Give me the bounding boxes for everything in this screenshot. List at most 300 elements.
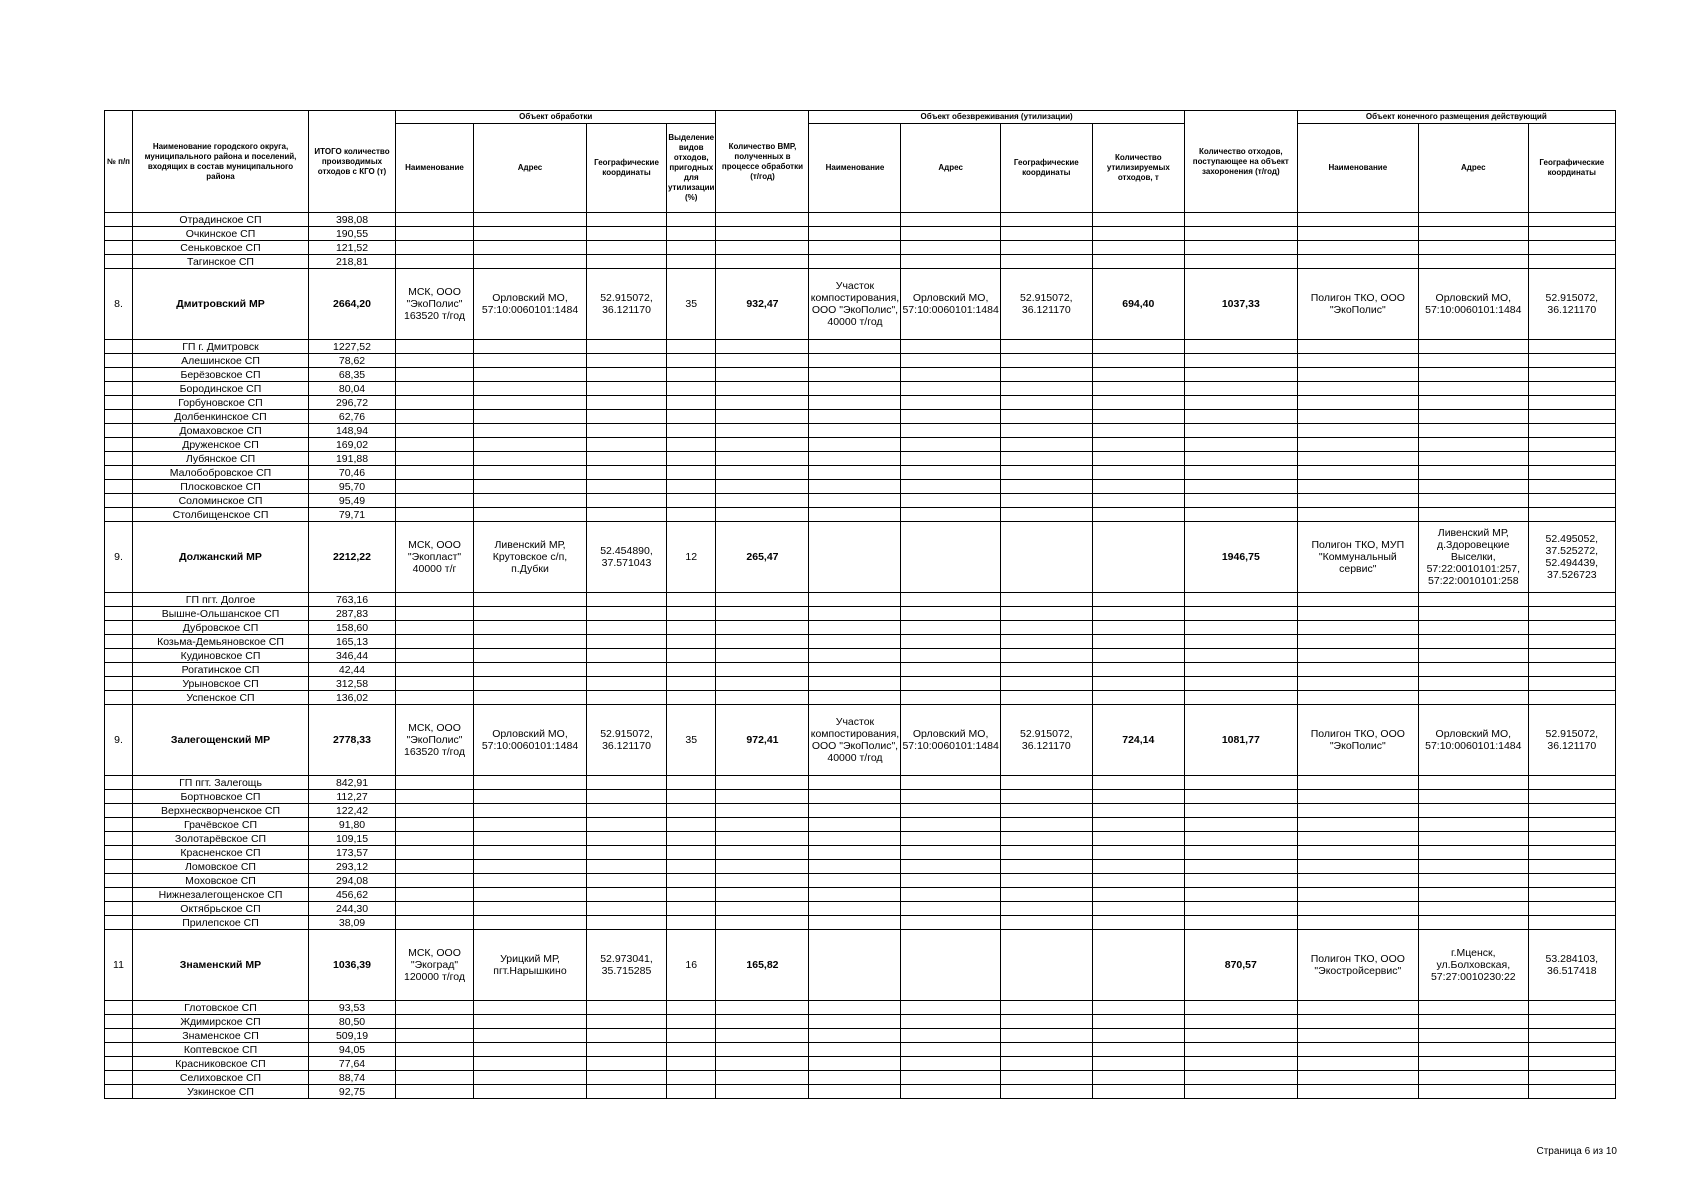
empty-cell (1528, 1085, 1615, 1099)
empty-cell (809, 354, 901, 368)
empty-cell (1092, 888, 1184, 902)
settlement-name: Вышне-Ольшанское СП (133, 607, 309, 621)
settlement-total: 38,09 (309, 916, 396, 930)
empty-cell (667, 213, 716, 227)
processing-percent: 35 (667, 269, 716, 340)
no-cell (105, 494, 133, 508)
empty-cell (1184, 1071, 1297, 1085)
settlement-total: 77,64 (309, 1057, 396, 1071)
empty-cell (1000, 649, 1092, 663)
empty-cell (809, 1071, 901, 1085)
processing-name: МСК, ООО "Экопласт" 40000 т/г (396, 522, 474, 593)
empty-cell (474, 888, 587, 902)
empty-cell (716, 691, 809, 705)
empty-cell (1297, 438, 1418, 452)
header-neut-geo: Географические координаты (1000, 124, 1092, 213)
empty-cell (667, 508, 716, 522)
settlement-row (105, 452, 1616, 466)
header-proc-name: Наименование (396, 124, 474, 213)
empty-cell (1092, 677, 1184, 691)
header-group-processing: Объект обработки (396, 111, 716, 124)
no-cell (105, 846, 133, 860)
empty-cell (809, 874, 901, 888)
empty-cell (587, 382, 667, 396)
empty-cell (396, 649, 474, 663)
no-cell (105, 649, 133, 663)
empty-cell (1297, 1015, 1418, 1029)
empty-cell (587, 424, 667, 438)
empty-cell (1297, 621, 1418, 635)
empty-cell (901, 255, 1000, 269)
empty-cell (1297, 888, 1418, 902)
processing-coordinates: 52.915072, 36.121170 (587, 705, 667, 776)
empty-cell (716, 227, 809, 241)
settlement-total: 122,42 (309, 804, 396, 818)
empty-cell (1092, 818, 1184, 832)
empty-cell (1092, 846, 1184, 860)
empty-cell (474, 480, 587, 494)
no-cell (105, 1029, 133, 1043)
settlement-name: Соломинское СП (133, 494, 309, 508)
empty-cell (667, 241, 716, 255)
settlement-total: 121,52 (309, 241, 396, 255)
settlement-total: 190,55 (309, 227, 396, 241)
settlement-name: Кудиновское СП (133, 649, 309, 663)
settlement-total: 93,53 (309, 1001, 396, 1015)
empty-cell (1092, 1071, 1184, 1085)
processing-address: Ливенский МР, Крутовское с/п, п.Дубки (474, 522, 587, 593)
empty-cell (1528, 368, 1615, 382)
empty-cell (587, 888, 667, 902)
empty-cell (587, 649, 667, 663)
disposal-name: Полигон ТКО, МУП "Коммунальный сервис" (1297, 522, 1418, 593)
empty-cell (667, 818, 716, 832)
settlement-name: ГП пгт. Залегощь (133, 776, 309, 790)
empty-cell (474, 790, 587, 804)
empty-cell (474, 1071, 587, 1085)
empty-cell (1092, 396, 1184, 410)
empty-cell (901, 396, 1000, 410)
empty-cell (396, 213, 474, 227)
empty-cell (474, 255, 587, 269)
processing-address: Урицкий МР, пгт.Нарышкино (474, 930, 587, 1001)
empty-cell (1092, 354, 1184, 368)
page-number: Страница 6 из 10 (1536, 1146, 1617, 1157)
empty-cell (901, 1085, 1000, 1099)
disposal-coordinates: 52.495052, 37.525272, 52.494439, 37.526723 (1528, 522, 1615, 593)
empty-cell (1092, 424, 1184, 438)
empty-cell (1000, 874, 1092, 888)
empty-cell (809, 466, 901, 480)
empty-cell (474, 354, 587, 368)
empty-cell (1528, 424, 1615, 438)
empty-cell (1184, 902, 1297, 916)
empty-cell (716, 677, 809, 691)
empty-cell (809, 635, 901, 649)
settlement-name: Плосковское СП (133, 480, 309, 494)
empty-cell (1528, 466, 1615, 480)
empty-cell (1184, 691, 1297, 705)
empty-cell (1184, 649, 1297, 663)
settlement-row (105, 691, 1616, 705)
empty-cell (716, 480, 809, 494)
waste-table (104, 110, 1616, 1099)
empty-cell (1092, 790, 1184, 804)
empty-cell (667, 368, 716, 382)
empty-cell (809, 1029, 901, 1043)
header-proc-geo: Географические координаты (587, 124, 667, 213)
empty-cell (1092, 213, 1184, 227)
empty-cell (1184, 1057, 1297, 1071)
empty-cell (716, 438, 809, 452)
empty-cell (1184, 635, 1297, 649)
empty-cell (1418, 382, 1528, 396)
empty-cell (474, 776, 587, 790)
empty-cell (1418, 508, 1528, 522)
empty-cell (901, 846, 1000, 860)
neutralization-name (809, 930, 901, 1001)
empty-cell (667, 1029, 716, 1043)
empty-cell (716, 635, 809, 649)
empty-cell (1418, 888, 1528, 902)
empty-cell (1000, 480, 1092, 494)
empty-cell (1000, 508, 1092, 522)
empty-cell (1418, 916, 1528, 930)
empty-cell (809, 607, 901, 621)
empty-cell (716, 1085, 809, 1099)
empty-cell (667, 916, 716, 930)
neutralization-address: Орловский МО, 57:10:0060101:1484 (901, 269, 1000, 340)
empty-cell (1000, 410, 1092, 424)
settlement-total: 68,35 (309, 368, 396, 382)
empty-cell (1297, 874, 1418, 888)
empty-cell (1297, 255, 1418, 269)
empty-cell (1297, 466, 1418, 480)
empty-cell (1418, 902, 1528, 916)
empty-cell (1000, 227, 1092, 241)
district-total: 1036,39 (309, 930, 396, 1001)
empty-cell (396, 621, 474, 635)
settlement-name: Прилепское СП (133, 916, 309, 930)
empty-cell (1184, 382, 1297, 396)
empty-cell (1418, 818, 1528, 832)
empty-cell (901, 382, 1000, 396)
settlement-total: 95,70 (309, 480, 396, 494)
settlement-name: Коптевское СП (133, 1043, 309, 1057)
no-cell (105, 438, 133, 452)
header-neut-qty: Количество утилизируемых отходов, т (1092, 124, 1184, 213)
settlement-name: Отрадинское СП (133, 213, 309, 227)
no-cell (105, 1071, 133, 1085)
empty-cell (1528, 396, 1615, 410)
empty-cell (474, 663, 587, 677)
empty-cell (1000, 1071, 1092, 1085)
settlement-total: 91,80 (309, 818, 396, 832)
empty-cell (667, 340, 716, 354)
empty-cell (1000, 1029, 1092, 1043)
empty-cell (1528, 1057, 1615, 1071)
empty-cell (1184, 410, 1297, 424)
empty-cell (474, 593, 587, 607)
empty-cell (1092, 241, 1184, 255)
empty-cell (1528, 691, 1615, 705)
empty-cell (396, 916, 474, 930)
empty-cell (716, 832, 809, 846)
empty-cell (809, 902, 901, 916)
settlement-name: Селиховское СП (133, 1071, 309, 1085)
empty-cell (809, 340, 901, 354)
settlement-total: 1227,52 (309, 340, 396, 354)
empty-cell (1184, 241, 1297, 255)
disposal-coordinates: 53.284103, 36.517418 (1528, 930, 1615, 1001)
no-cell (105, 874, 133, 888)
empty-cell (587, 776, 667, 790)
empty-cell (667, 424, 716, 438)
header-no: № п/п (105, 111, 133, 213)
disposal-address: Ливенский МР, д.Здоровецкие Выселки, 57:22:0010101:257, 57:22:0010101:258 (1418, 522, 1528, 593)
empty-cell (809, 663, 901, 677)
empty-cell (1092, 916, 1184, 930)
processing-percent: 16 (667, 930, 716, 1001)
empty-cell (1092, 902, 1184, 916)
empty-cell (1184, 227, 1297, 241)
empty-cell (1418, 832, 1528, 846)
empty-cell (396, 255, 474, 269)
empty-cell (396, 1029, 474, 1043)
empty-cell (1528, 508, 1615, 522)
empty-cell (396, 874, 474, 888)
processing-coordinates: 52.915072, 36.121170 (587, 269, 667, 340)
empty-cell (1092, 1029, 1184, 1043)
empty-cell (1297, 607, 1418, 621)
district-name: Должанский МР (133, 522, 309, 593)
settlement-row (105, 860, 1616, 874)
empty-cell (1092, 382, 1184, 396)
empty-cell (1184, 818, 1297, 832)
empty-cell (1418, 1043, 1528, 1057)
empty-cell (667, 790, 716, 804)
empty-cell (474, 607, 587, 621)
empty-cell (474, 902, 587, 916)
empty-cell (1528, 255, 1615, 269)
empty-cell (396, 1043, 474, 1057)
empty-cell (1184, 860, 1297, 874)
empty-cell (667, 1085, 716, 1099)
empty-cell (1092, 804, 1184, 818)
district-total: 2664,20 (309, 269, 396, 340)
empty-cell (396, 452, 474, 466)
empty-cell (1000, 691, 1092, 705)
empty-cell (1418, 776, 1528, 790)
empty-cell (1092, 508, 1184, 522)
no-cell (105, 410, 133, 424)
settlement-row (105, 1015, 1616, 1029)
empty-cell (1184, 776, 1297, 790)
header-proc-addr: Адрес (474, 124, 587, 213)
empty-cell (667, 635, 716, 649)
settlement-name: Красниковское СП (133, 1057, 309, 1071)
table-body (105, 213, 1616, 1099)
empty-cell (1528, 227, 1615, 241)
empty-cell (587, 396, 667, 410)
empty-cell (1184, 424, 1297, 438)
empty-cell (901, 480, 1000, 494)
empty-cell (1528, 888, 1615, 902)
empty-cell (587, 607, 667, 621)
empty-cell (667, 1015, 716, 1029)
empty-cell (1000, 396, 1092, 410)
empty-cell (474, 649, 587, 663)
empty-cell (716, 424, 809, 438)
empty-cell (396, 607, 474, 621)
empty-cell (474, 1029, 587, 1043)
empty-cell (474, 340, 587, 354)
empty-cell (1297, 227, 1418, 241)
empty-cell (809, 494, 901, 508)
empty-cell (587, 466, 667, 480)
empty-cell (1184, 213, 1297, 227)
settlement-total: 136,02 (309, 691, 396, 705)
empty-cell (716, 663, 809, 677)
empty-cell (716, 396, 809, 410)
header-name: Наименование городского округа, муниципального района и поселений, входящих в состав муниципального района (133, 111, 309, 213)
district-row (105, 705, 1616, 776)
settlement-total: 95,49 (309, 494, 396, 508)
settlement-total: 218,81 (309, 255, 396, 269)
empty-cell (396, 241, 474, 255)
empty-cell (1418, 480, 1528, 494)
header-group-disposal: Объект конечного размещения действующий (1297, 111, 1615, 124)
no-cell (105, 888, 133, 902)
empty-cell (1000, 593, 1092, 607)
empty-cell (1418, 621, 1528, 635)
settlement-row (105, 916, 1616, 930)
settlement-total: 312,58 (309, 677, 396, 691)
empty-cell (396, 846, 474, 860)
empty-cell (1297, 916, 1418, 930)
empty-cell (667, 860, 716, 874)
settlement-name: Малобобровское СП (133, 466, 309, 480)
settlement-total: 398,08 (309, 213, 396, 227)
settlement-total: 88,74 (309, 1071, 396, 1085)
settlement-row (105, 1043, 1616, 1057)
empty-cell (809, 424, 901, 438)
empty-cell (809, 213, 901, 227)
header-burial: Количество отходов, поступающее на объект захоронения (т/год) (1184, 111, 1297, 213)
empty-cell (587, 860, 667, 874)
empty-cell (1418, 1057, 1528, 1071)
empty-cell (901, 691, 1000, 705)
empty-cell (1092, 635, 1184, 649)
empty-cell (667, 677, 716, 691)
empty-cell (1297, 213, 1418, 227)
empty-cell (716, 790, 809, 804)
empty-cell (1000, 494, 1092, 508)
empty-cell (474, 410, 587, 424)
empty-cell (396, 340, 474, 354)
disposal-address: Орловский МО, 57:10:0060101:1484 (1418, 269, 1528, 340)
settlement-total: 456,62 (309, 888, 396, 902)
header-vmr: Количество ВМР, полученных в процессе обработки (т/год) (716, 111, 809, 213)
settlement-total: 78,62 (309, 354, 396, 368)
empty-cell (1418, 255, 1528, 269)
vmr-quantity: 972,41 (716, 705, 809, 776)
no-cell (105, 480, 133, 494)
empty-cell (1297, 691, 1418, 705)
empty-cell (587, 790, 667, 804)
settlement-row (105, 396, 1616, 410)
settlement-name: Успенское СП (133, 691, 309, 705)
empty-cell (1528, 452, 1615, 466)
empty-cell (809, 832, 901, 846)
empty-cell (901, 860, 1000, 874)
empty-cell (1092, 340, 1184, 354)
empty-cell (716, 452, 809, 466)
empty-cell (809, 1057, 901, 1071)
empty-cell (716, 607, 809, 621)
empty-cell (1000, 1001, 1092, 1015)
empty-cell (1092, 607, 1184, 621)
district-row (105, 930, 1616, 1001)
empty-cell (901, 1015, 1000, 1029)
empty-cell (1000, 607, 1092, 621)
no-cell (105, 832, 133, 846)
empty-cell (1528, 593, 1615, 607)
empty-cell (1092, 1085, 1184, 1099)
empty-cell (1184, 452, 1297, 466)
disposal-name: Полигон ТКО, ООО "Экостройсервис" (1297, 930, 1418, 1001)
empty-cell (1000, 368, 1092, 382)
empty-cell (1418, 227, 1528, 241)
empty-cell (1000, 902, 1092, 916)
settlement-name: Октябрьское СП (133, 902, 309, 916)
empty-cell (1528, 677, 1615, 691)
neutralization-coordinates: 52.915072, 36.121170 (1000, 705, 1092, 776)
empty-cell (716, 508, 809, 522)
empty-cell (1184, 888, 1297, 902)
settlement-name: Козьма-Демьяновское СП (133, 635, 309, 649)
district-no: 11 (105, 930, 133, 1001)
empty-cell (809, 691, 901, 705)
empty-cell (1000, 860, 1092, 874)
settlement-name: Ждимирское СП (133, 1015, 309, 1029)
empty-cell (587, 480, 667, 494)
empty-cell (1184, 508, 1297, 522)
empty-cell (667, 410, 716, 424)
settlement-total: 158,60 (309, 621, 396, 635)
empty-cell (901, 776, 1000, 790)
empty-cell (474, 241, 587, 255)
empty-cell (474, 677, 587, 691)
empty-cell (474, 832, 587, 846)
no-cell (105, 916, 133, 930)
empty-cell (1418, 790, 1528, 804)
empty-cell (901, 1029, 1000, 1043)
empty-cell (396, 508, 474, 522)
district-total: 2778,33 (309, 705, 396, 776)
empty-cell (1184, 916, 1297, 930)
empty-cell (396, 410, 474, 424)
no-cell (105, 677, 133, 691)
settlement-name: Верхнескворченское СП (133, 804, 309, 818)
empty-cell (1528, 241, 1615, 255)
empty-cell (716, 340, 809, 354)
empty-cell (587, 874, 667, 888)
empty-cell (587, 691, 667, 705)
empty-cell (1000, 1015, 1092, 1029)
empty-cell (667, 691, 716, 705)
settlement-total: 62,76 (309, 410, 396, 424)
